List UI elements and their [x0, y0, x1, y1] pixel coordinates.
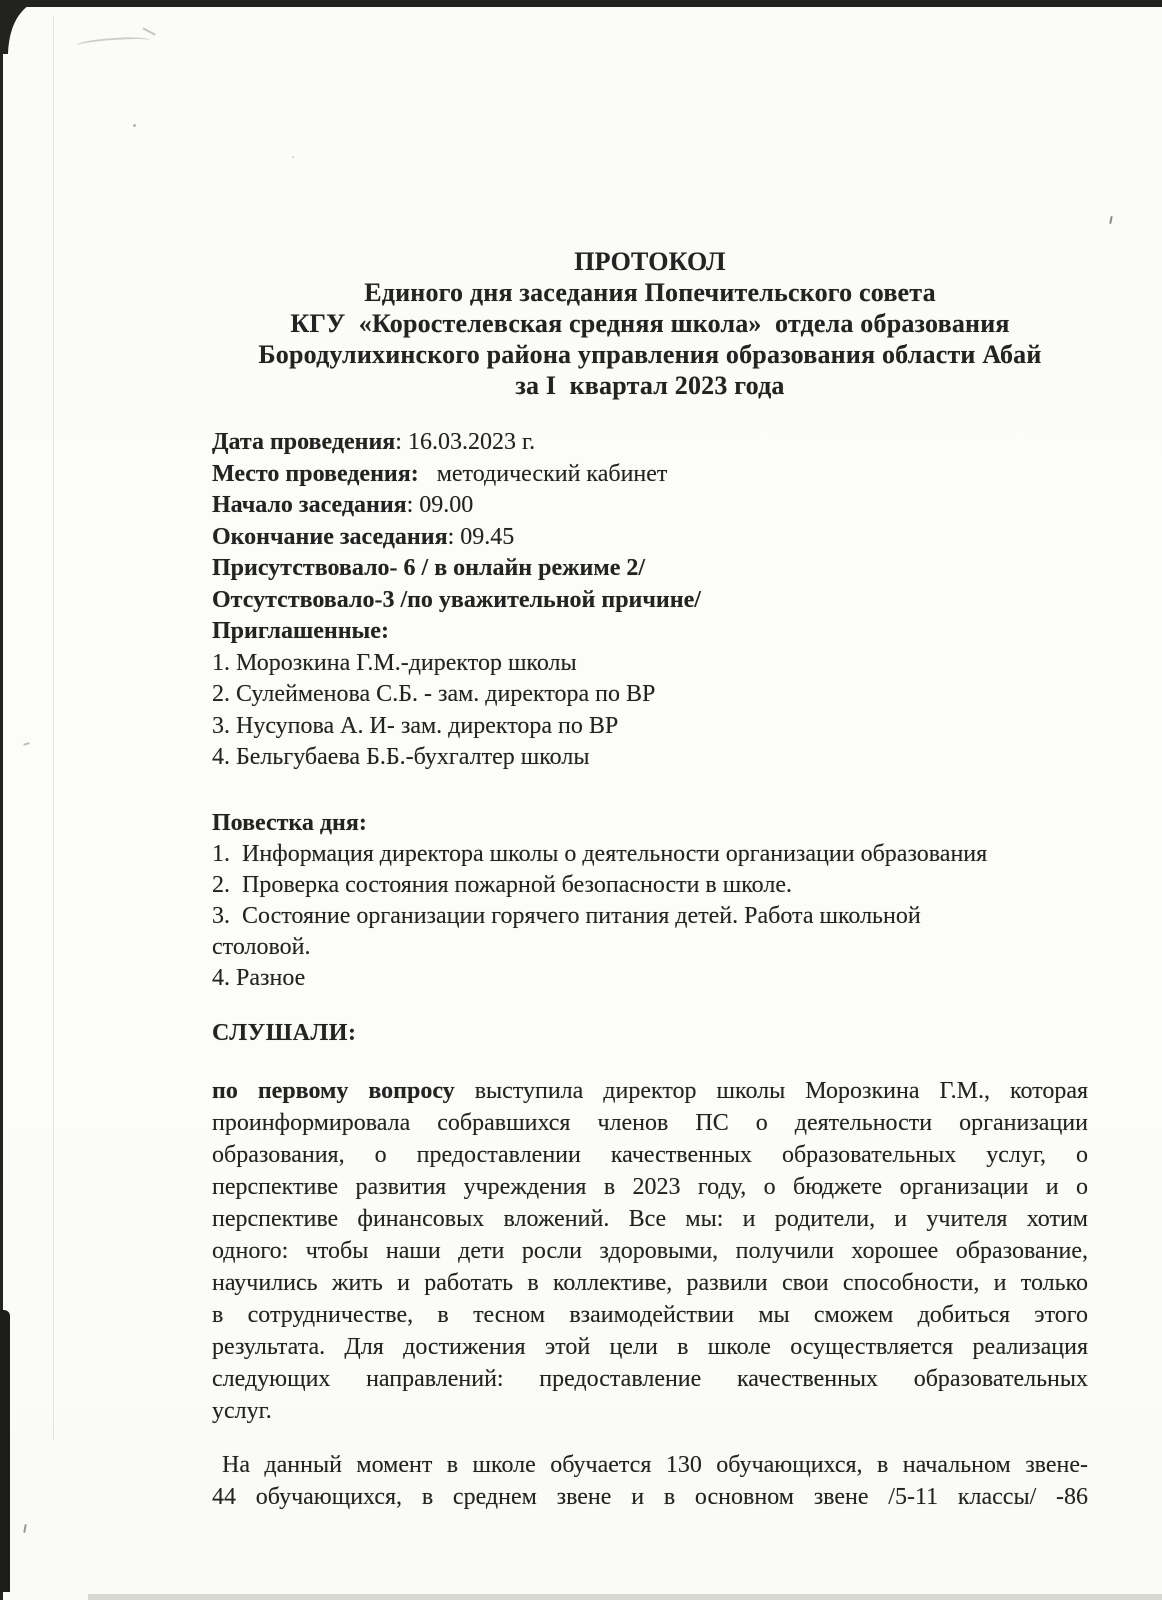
agenda-item: 3. Состояние организации горячего питания детей. Работа школьной	[212, 902, 921, 929]
scan-speck	[22, 739, 29, 746]
meta-label: Место проведения:	[212, 460, 419, 487]
speech-line: в сотрудничестве, в тесном взаимодействии мы сможем добиться этого	[212, 1301, 1088, 1328]
speech-line: результата. Для достижения этой цели в школе осуществляется реализация	[212, 1333, 1088, 1360]
scan-edge-left-bottom	[0, 1310, 10, 1592]
invited-person: 1. Морозкина Г.М.-директор школы	[212, 649, 577, 676]
speech-line: проинформировала собравшихся членов ПС о деятельности организации	[212, 1109, 1088, 1136]
meta-label: Приглашенные:	[212, 618, 389, 644]
agenda-item: 4. Разное	[212, 964, 306, 991]
invited-person: 2. Сулейменова С.Б. - зам. директора по ВР	[212, 681, 656, 707]
agenda-item: 2. Проверка состояния пожарной безопасности в школе.	[212, 871, 792, 898]
speech-lead-bold: по первому вопросу	[212, 1077, 455, 1104]
speech-line: одного: чтобы наши дети росли здоровыми, получили хорошее образование,	[212, 1237, 1088, 1264]
heard-heading: СЛУШАЛИ:	[212, 1019, 357, 1046]
speech-line: образования, о предоставлении качественных образовательных услуг, о	[212, 1141, 1088, 1168]
meta-block	[212, 427, 1088, 774]
scan-fold-line	[53, 16, 54, 1440]
meta-line-present	[212, 553, 1088, 585]
scan-speck	[23, 1524, 27, 1533]
agenda-block	[212, 808, 1088, 994]
scan-speck	[1109, 216, 1113, 224]
meta-value: : 09.45	[447, 523, 515, 550]
meta-value: : 09.00	[406, 492, 474, 518]
meta-label: Отсутствовало-3 /по уважительной причине/	[212, 586, 701, 613]
meta-label: Дата проведения	[212, 429, 396, 455]
meta-value: : 16.03.2023 г.	[395, 429, 536, 455]
enrollment-paragraph	[212, 1449, 1088, 1513]
agenda-heading: Повестка дня:	[212, 809, 367, 836]
meta-line-date	[212, 427, 1088, 459]
speech-paragraph	[212, 1075, 1088, 1427]
meta-line-place	[212, 459, 1088, 491]
enrollment-line: 44 обучающихся, в среднем звене и в основном звене /5-11 классы/ -86	[212, 1483, 1088, 1510]
enrollment-line: На данный момент в школе обучается 130 обучающихся, в начальном звене-	[222, 1451, 1088, 1478]
meta-label: Окончание заседания	[212, 523, 448, 550]
agenda-item: 1. Информация директора школы о деятельности организации образования	[212, 840, 988, 867]
speech-line: услуг.	[212, 1397, 272, 1424]
title-line: Единого дня заседания Попечительского совета	[364, 278, 936, 307]
document-content	[212, 246, 1088, 1513]
invited-person: 3. Нусупова А. И- зам. директора по ВР	[212, 712, 619, 739]
scan-corner-shadow	[0, 0, 38, 54]
title-line: КГУ «Коростелевская средняя школа» отдела образования	[290, 309, 1010, 338]
title-line: Бородулихинского района управления образования области Абай	[258, 340, 1042, 369]
scan-speck	[133, 124, 136, 127]
invited-person: 4. Бельгубаева Б.Б.-бухгалтер школы	[212, 744, 590, 770]
meta-line-start	[212, 490, 1088, 522]
title-line: за I квартал 2023 года	[515, 371, 785, 400]
document-title	[212, 246, 1088, 401]
meta-line-absent	[212, 585, 1088, 617]
title-line: ПРОТОКОЛ	[574, 247, 726, 276]
meta-label: Присутствовало- 6 / в онлайн режиме 2/	[212, 555, 646, 581]
speech-line: научились жить и работать в коллективе, развили свои способности, и только	[212, 1269, 1088, 1296]
scan-edge-top	[0, 0, 1162, 7]
meta-line-invited-heading	[212, 616, 1088, 648]
speech-line	[212, 1075, 1088, 1107]
speech-lead-rest: выступила директор школы Морозкина Г.М., которая	[454, 1077, 1089, 1104]
speech-line: перспективе финансовых вложений. Все мы: и родители, и учителя хотим	[212, 1205, 1088, 1232]
agenda-item-continuation: столовой.	[212, 933, 311, 960]
meta-line-end	[212, 522, 1088, 554]
meta-label: Начало заседания	[212, 492, 407, 518]
speech-line: следующих направлений: предоставление качественных образовательных	[212, 1365, 1088, 1392]
scan-edge-bottom	[88, 1594, 1162, 1600]
speech-line: перспективе развития учреждения в 2023 году, о бюджете организации и о	[212, 1173, 1088, 1200]
scan-speck	[292, 156, 294, 158]
meta-value: методический кабинет	[418, 460, 668, 487]
